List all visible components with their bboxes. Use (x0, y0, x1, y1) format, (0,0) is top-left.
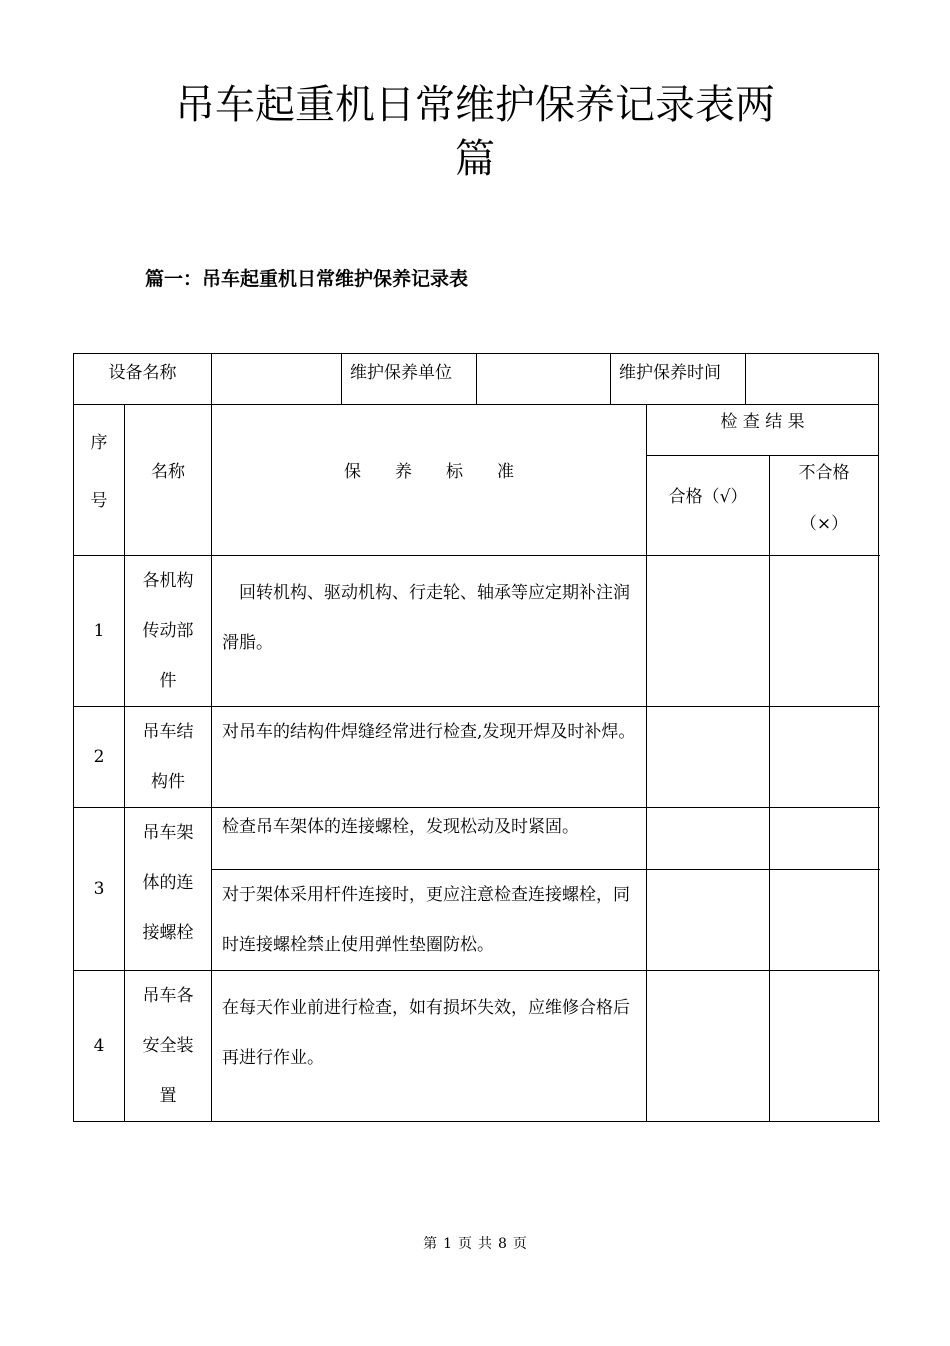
row-standard: 对于架体采用杆件连接时，更应注意检查连接螺栓，同时连接螺栓禁止使用弹性垫圈防松。 (212, 870, 647, 971)
unit-label: 维护保养单位 (342, 354, 477, 405)
pass-check-cell[interactable] (647, 971, 770, 1122)
pass-check-cell[interactable] (647, 556, 770, 707)
fail-check-cell[interactable] (770, 870, 879, 971)
name-header: 名称 (125, 405, 212, 556)
row-name (125, 971, 212, 1122)
row-name-line: 吊车各 (142, 986, 194, 1006)
total-page-number: 8 (498, 1236, 507, 1252)
fail-check-cell[interactable] (770, 707, 879, 808)
footer-word: 页 (458, 1236, 472, 1252)
row-number: 4 (74, 971, 125, 1122)
fail-check-cell[interactable] (770, 808, 879, 870)
current-page-number: 1 (443, 1236, 452, 1252)
footer-word: 页 (512, 1236, 527, 1252)
title-line-2: 篇 (455, 136, 495, 182)
fail-header (770, 456, 879, 556)
table-row (74, 808, 879, 870)
row-name-line: 构件 (151, 772, 185, 792)
column-header-row (74, 405, 879, 456)
fail-check-cell[interactable] (770, 556, 879, 707)
header-info-row (74, 354, 879, 405)
row-name-line: 吊车结 (142, 722, 194, 742)
time-field[interactable] (746, 354, 879, 405)
unit-field[interactable] (477, 354, 611, 405)
row-name-line: 传动部 (142, 621, 194, 641)
row-name (125, 808, 212, 971)
row-name-line: 吊车架 (142, 823, 194, 843)
row-name-line: 件 (159, 671, 177, 691)
fail-header-line-1: 不合格 (798, 463, 850, 483)
pass-check-cell[interactable] (647, 870, 770, 971)
row-name-line: 置 (159, 1086, 177, 1106)
result-header: 检 查 结 果 (647, 405, 879, 456)
row-number: 1 (74, 556, 125, 707)
seq-header-line-1: 序 (90, 433, 108, 453)
pass-check-cell[interactable] (647, 707, 770, 808)
title-line-1: 吊车起重机日常维护保养记录表两 (175, 82, 775, 128)
document-title (0, 78, 950, 186)
row-standard: 检查吊车架体的连接螺栓，发现松动及时紧固。 (212, 808, 647, 870)
equipment-name-field[interactable] (212, 354, 342, 405)
maintenance-record-table (73, 353, 879, 1122)
table-row (74, 707, 879, 808)
fail-header-line-2: （×） (799, 514, 849, 534)
pass-check-cell[interactable] (647, 808, 770, 870)
seq-header-line-2: 号 (90, 491, 108, 511)
table-row (74, 971, 879, 1122)
footer-word: 第 (423, 1236, 438, 1252)
row-name (125, 707, 212, 808)
time-label: 维护保养时间 (611, 354, 746, 405)
row-name-line: 各机构 (142, 571, 194, 591)
row-standard: 在每天作业前进行检查，如有损坏失效，应维修合格后再进行作业。 (212, 971, 647, 1122)
row-name-line: 安全装 (142, 1036, 194, 1056)
row-name-line: 体的连 (142, 873, 194, 893)
footer-word: 共 (478, 1236, 492, 1252)
page-footer (0, 1233, 950, 1253)
row-number: 2 (74, 707, 125, 808)
row-number: 3 (74, 808, 125, 971)
row-standard: 对吊车的结构件焊缝经常进行检查,发现开焊及时补焊。 (212, 707, 647, 808)
equipment-name-label: 设备名称 (74, 354, 212, 405)
row-standard: 回转机构、驱动机构、行走轮、轴承等应定期补注润滑脂。 (212, 556, 647, 707)
standard-header: 保 养 标 准 (212, 405, 647, 556)
section-subtitle: 篇一：吊车起重机日常维护保养记录表 (145, 268, 469, 290)
row-name-line: 接螺栓 (142, 923, 194, 943)
pass-header: 合格（√） (647, 456, 770, 556)
seq-header (74, 405, 125, 556)
fail-check-cell[interactable] (770, 971, 879, 1122)
table-row (74, 556, 879, 707)
row-name (125, 556, 212, 707)
